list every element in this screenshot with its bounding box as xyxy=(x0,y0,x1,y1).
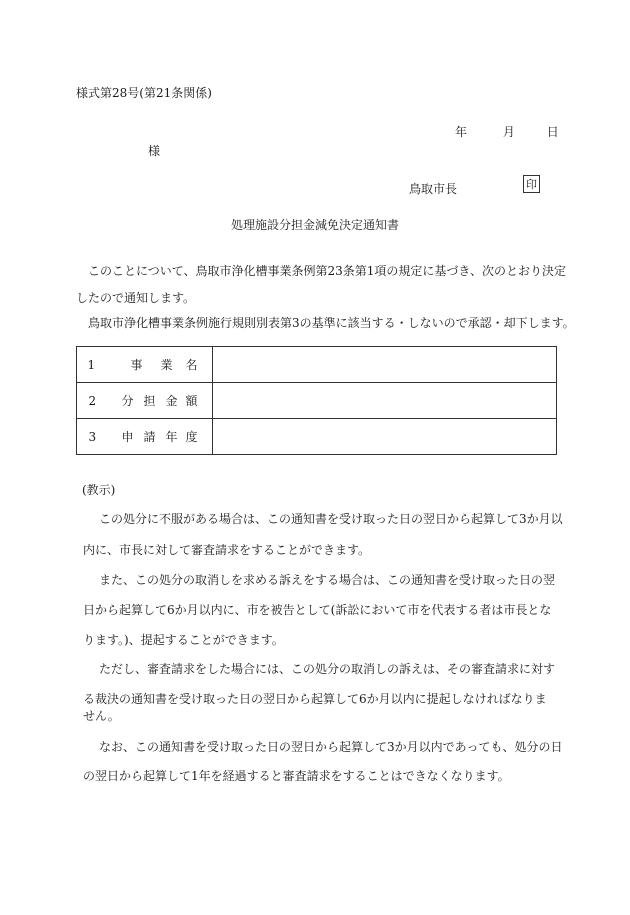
teaching-line: せん。 xyxy=(83,709,120,723)
teaching-line: また、この処分の取消しを求める訴えをする場合は、この通知書を受け取った日の翌 xyxy=(99,573,556,587)
table-row xyxy=(77,347,557,383)
row-value-contribution-amount xyxy=(213,383,557,419)
teaching-line: る裁決の通知書を受け取った日の翌日から起算して6か月以内に提起しなければなりま xyxy=(83,692,547,706)
body-line-1: このことについて、鳥取市浄化槽事業条例第23条第1項の規定に基づき、次のとおり決定 xyxy=(88,264,566,278)
info-table xyxy=(76,346,557,455)
seal-mark: 印 xyxy=(523,175,540,193)
date-year-label: 年 xyxy=(455,125,468,139)
teaching-line: の翌日から起算して1年を経過すると審査請求をすることはできなくなります。 xyxy=(83,769,510,783)
body-line-2: したので通知します。 xyxy=(76,291,196,305)
teaching-line: ただし、審査請求をした場合には、この処分の取消しの訴えは、その審査請求に対す xyxy=(99,662,556,676)
table-row xyxy=(77,383,557,419)
row-value-project-name xyxy=(213,347,557,383)
row-value-application-year xyxy=(213,419,557,455)
row-label-project-name: 1 事 業 名 xyxy=(77,347,213,383)
row-label-contribution-amount: 2 分 担 金 額 xyxy=(77,383,213,419)
issuer-name: 鳥取市長 xyxy=(409,182,458,196)
teaching-heading: (教示) xyxy=(82,483,116,497)
addressee-suffix: 様 xyxy=(148,144,161,158)
document-title: 処理施設分担金減免決定通知書 xyxy=(230,218,399,232)
date-month-label: 月 xyxy=(502,125,515,139)
table-row xyxy=(77,419,557,455)
teaching-line: この処分に不服がある場合は、この通知書を受け取った日の翌日から起算して3か月以 xyxy=(99,512,563,526)
teaching-line: 内に、市長に対して審査請求をすることができます。 xyxy=(83,543,371,557)
date-line xyxy=(455,123,559,140)
form-number: 様式第28号(第21条関係) xyxy=(76,86,212,100)
body-line-3: 鳥取市浄化槽事業条例施行規則別表第3の基準に該当する・しないので承認・却下します。 xyxy=(88,316,575,330)
teaching-line: 日から起算して6か月以内に、市を被告として(訴訟において市を代表する者は市長とな xyxy=(83,603,552,617)
teaching-line: なお、この通知書を受け取った日の翌日から起算して3か月以内であっても、処分の日 xyxy=(99,740,563,754)
date-day-label: 日 xyxy=(546,125,559,139)
teaching-line: ります。)、提起することができます。 xyxy=(83,633,284,647)
row-label-application-year: 3 申 請 年 度 xyxy=(77,419,213,455)
